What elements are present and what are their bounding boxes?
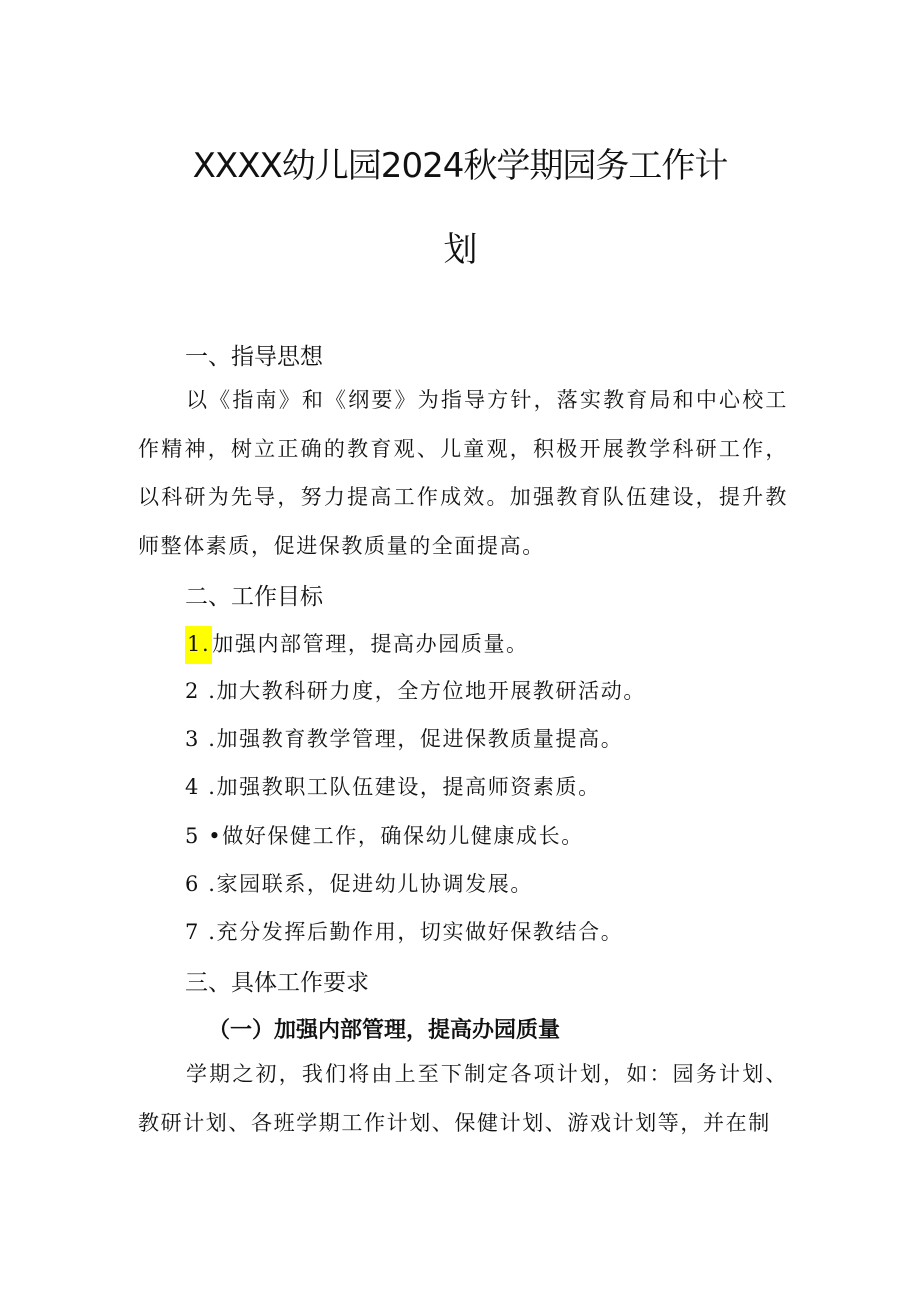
goal-number: 3 . [185, 727, 217, 751]
goal-text: 加强教职工队伍建设，提高师资素质。 [216, 775, 601, 799]
internal-management-paragraph: 学期之初，我们将由上至下制定各项计划，如：园务计划、教研计划、各班学期工作计划、保健计划、游戏计划等，并在制 [138, 1062, 788, 1135]
goal-number-highlighted: 1. [185, 626, 212, 664]
section-heading-work-goals: 二、工作目标 [185, 584, 323, 610]
goal-item [185, 675, 646, 705]
goal-text: 充分发挥后勤作用，切实做好保教结合。 [216, 920, 624, 944]
goal-item [185, 723, 623, 753]
goal-text: 加大教科研力度，全方位地开展教研活动。 [216, 679, 646, 703]
document-title-line-2: 划 [443, 230, 477, 270]
goal-text: 家园联系，促进幼儿协调发展。 [216, 872, 533, 896]
goal-number: 5 • [185, 824, 223, 848]
goal-text: 加强内部管理，提高办园质量。 [212, 632, 529, 656]
goal-number: 6 . [185, 872, 217, 896]
document-title-line-1: XXXX幼儿园2024秋学期园务工作计 [192, 146, 728, 186]
goal-text: 做好保健工作，确保幼儿健康成长。 [222, 824, 584, 848]
goal-item [185, 771, 601, 801]
goal-item [185, 820, 584, 850]
guiding-ideology-paragraph: 以《指南》和《纲要》为指导方针，落实教育局和中心校工作精神，树立正确的教育观、儿童观，积极开展教学科研工作，以科研为先导，努力提高工作成效。加强教育队伍建设，提升教师整体素质，促进保教质量的全面提高。 [138, 388, 788, 558]
goal-number: 7 . [185, 920, 217, 944]
goal-number: 2 . [185, 679, 217, 703]
goal-number: 4 . [185, 775, 217, 799]
section-heading-specific-requirements: 三、具体工作要求 [185, 970, 369, 996]
section-heading-guiding-ideology: 一、指导思想 [185, 344, 323, 370]
goal-item [185, 626, 529, 664]
subsection-heading-internal-management: （一）加强内部管理，提高办园质量 [208, 1018, 561, 1043]
goal-text: 加强教育教学管理，促进保教质量提高。 [216, 727, 624, 751]
goal-item [185, 868, 533, 898]
goal-item [185, 916, 623, 946]
